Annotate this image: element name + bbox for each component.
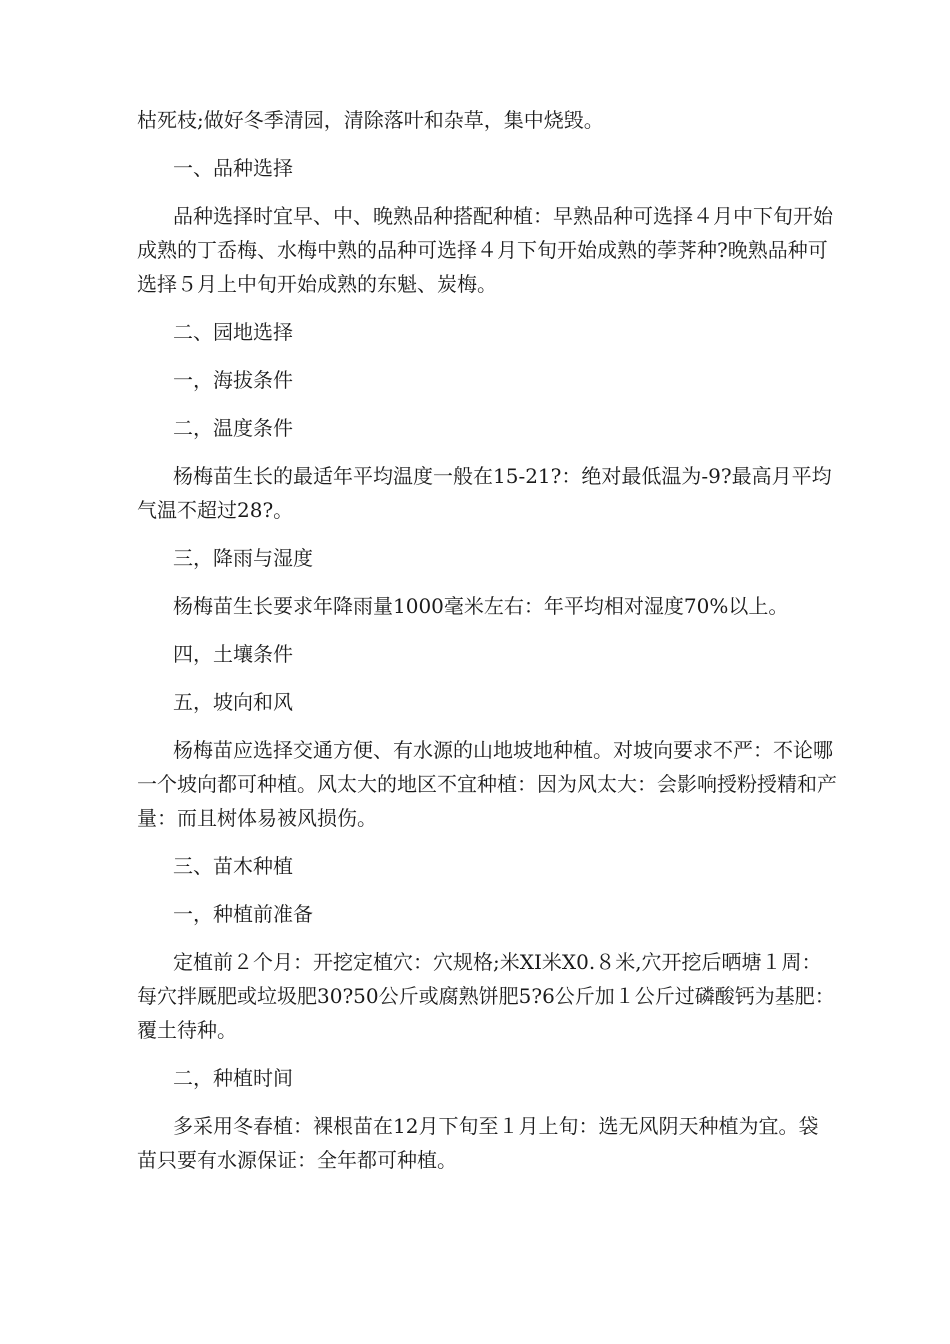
subheading-temperature: 二，温度条件 [173, 416, 293, 440]
subheading-soil: 四，土壤条件 [173, 642, 293, 666]
heading-seedling-planting: 三、苗木种植 [173, 854, 293, 878]
paragraph-preparation: 定植前２个月：开挖定植穴：穴规格;米XI米X0.８米,穴开挖后晒塘１周：每穴拌厩肥或垃圾肥30?50公斤或腐熟饼肥5?6公斤加１公斤过磷酸钙为基肥：覆土待种。 [137, 950, 835, 1042]
document-body [137, 103, 837, 1191]
heading-site-selection: 二、园地选择 [173, 320, 293, 344]
subheading-slope-wind: 五，坡向和风 [173, 690, 293, 714]
paragraph-planting-time: 多采用冬春植：裸根苗在12月下旬至１月上旬：选无风阴天种植为宜。袋苗只要有水源保证：全年都可种植。 [137, 1114, 819, 1172]
paragraph-temperature: 杨梅苗生长的最适年平均温度一般在15-21?：绝对最低温为-9?最高月平均气温不超过28?。 [137, 464, 832, 522]
subheading-preparation: 一，种植前准备 [173, 902, 313, 926]
paragraph-variety-details: 品种选择时宜早、中、晚熟品种搭配种植：早熟品种可选择４月中下旬开始成熟的丁岙梅、水梅中熟的品种可选择４月下旬开始成熟的荸荠种?晚熟品种可选择５月上中旬开始成熟的东魁、炭梅。 [137, 204, 833, 296]
subheading-altitude: 一，海拔条件 [173, 368, 293, 392]
heading-variety-selection: 一、品种选择 [173, 156, 293, 180]
paragraph-continuation: 枯死枝;做好冬季清园，清除落叶和杂草，集中烧毁。 [137, 108, 604, 132]
subheading-rainfall-humidity: 三，降雨与湿度 [173, 546, 313, 570]
subheading-planting-time: 二，种植时间 [173, 1066, 293, 1090]
paragraph-slope-wind: 杨梅苗应选择交通方便、有水源的山地坡地种植。对坡向要求不严：不论哪一个坡向都可种植。风太大的地区不宜种植：因为风太大：会影响授粉授精和产量：而且树体易被风损伤。 [137, 738, 837, 830]
paragraph-rainfall: 杨梅苗生长要求年降雨量1000毫米左右：年平均相对湿度70%以上。 [173, 594, 789, 618]
